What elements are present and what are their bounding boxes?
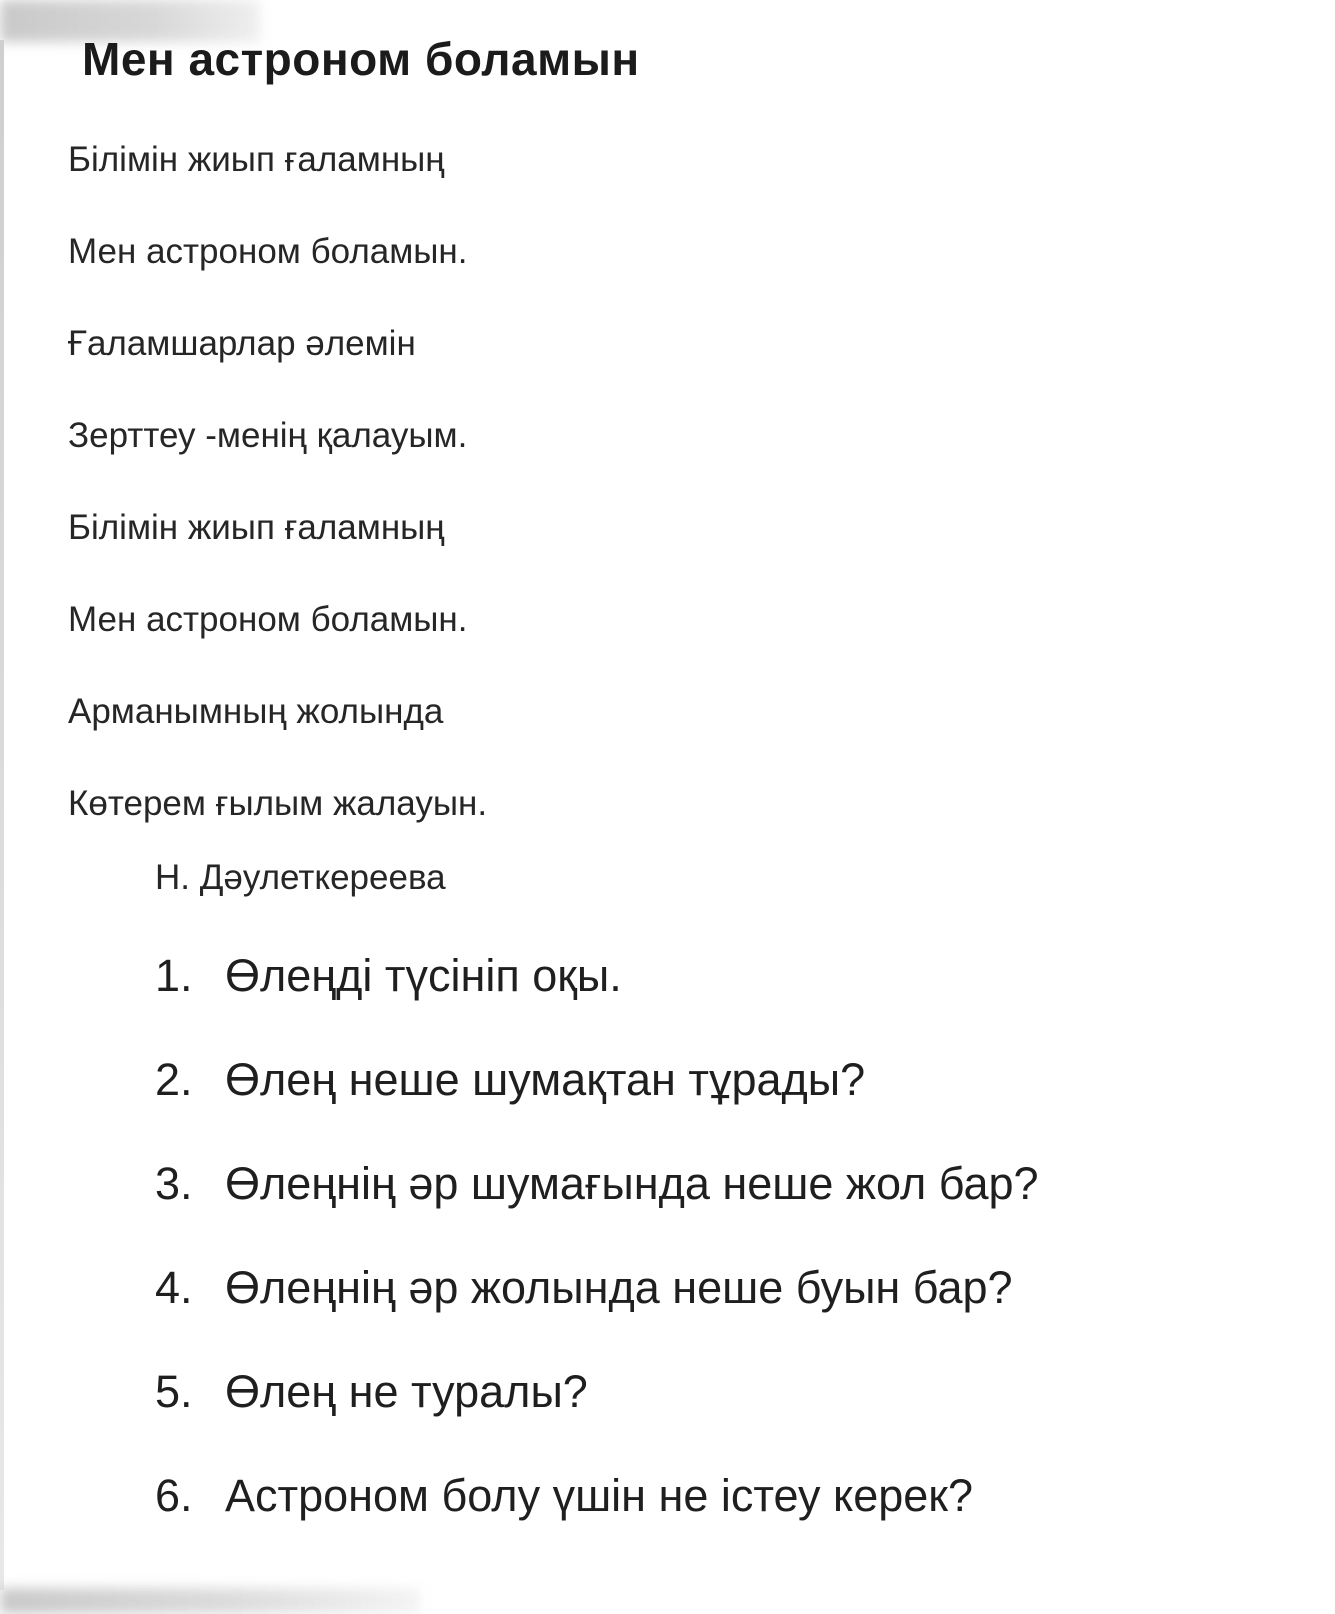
question-text: Астроном болу үшін не істеу керек? (225, 1470, 974, 1521)
poem-title: Мен астроном боламын (82, 33, 640, 85)
poem-line: Білімін жиып ғаламның (68, 508, 445, 547)
question-number: 2. (155, 1054, 193, 1105)
question-number: 3. (155, 1158, 193, 1209)
poem-line: Көтерем ғылым жалауын. (68, 784, 488, 823)
question-item (155, 1366, 1039, 1470)
question-item (155, 1470, 1039, 1574)
poem-line: Білімін жиып ғаламның (68, 140, 445, 179)
question-item (155, 1158, 1039, 1262)
page-edge (0, 40, 4, 1590)
question-number: 5. (155, 1366, 193, 1417)
question-text: Өлеңнің әр жолында неше буын бар? (225, 1262, 1013, 1313)
poem-line: Мен астроном боламын. (68, 232, 468, 271)
question-text: Өлең не туралы? (225, 1366, 588, 1417)
question-list (155, 950, 1039, 1574)
question-item (155, 1262, 1039, 1366)
poem-line: Арманымның жолында (68, 692, 444, 731)
question-number: 1. (155, 950, 193, 1001)
question-item (155, 1054, 1039, 1158)
poem-body (68, 140, 487, 876)
question-item (155, 950, 1039, 1054)
question-text: Өлең неше шумақтан тұрады? (225, 1054, 866, 1105)
poem-line: Ғаламшарлар әлемін (68, 324, 416, 363)
poem-line: Зерттеу -менің қалауым. (68, 416, 468, 455)
question-text: Өлеңді түсініп оқы. (225, 950, 622, 1001)
question-text: Өлеңнің әр шумағында неше жол бар? (225, 1158, 1039, 1209)
question-number: 4. (155, 1262, 193, 1313)
question-number: 6. (155, 1470, 193, 1521)
blurred-footer-fragment (0, 1588, 420, 1614)
poem-line: Мен астроном боламын. (68, 600, 468, 639)
poem-author: Н. Дәулеткереева (155, 858, 446, 897)
